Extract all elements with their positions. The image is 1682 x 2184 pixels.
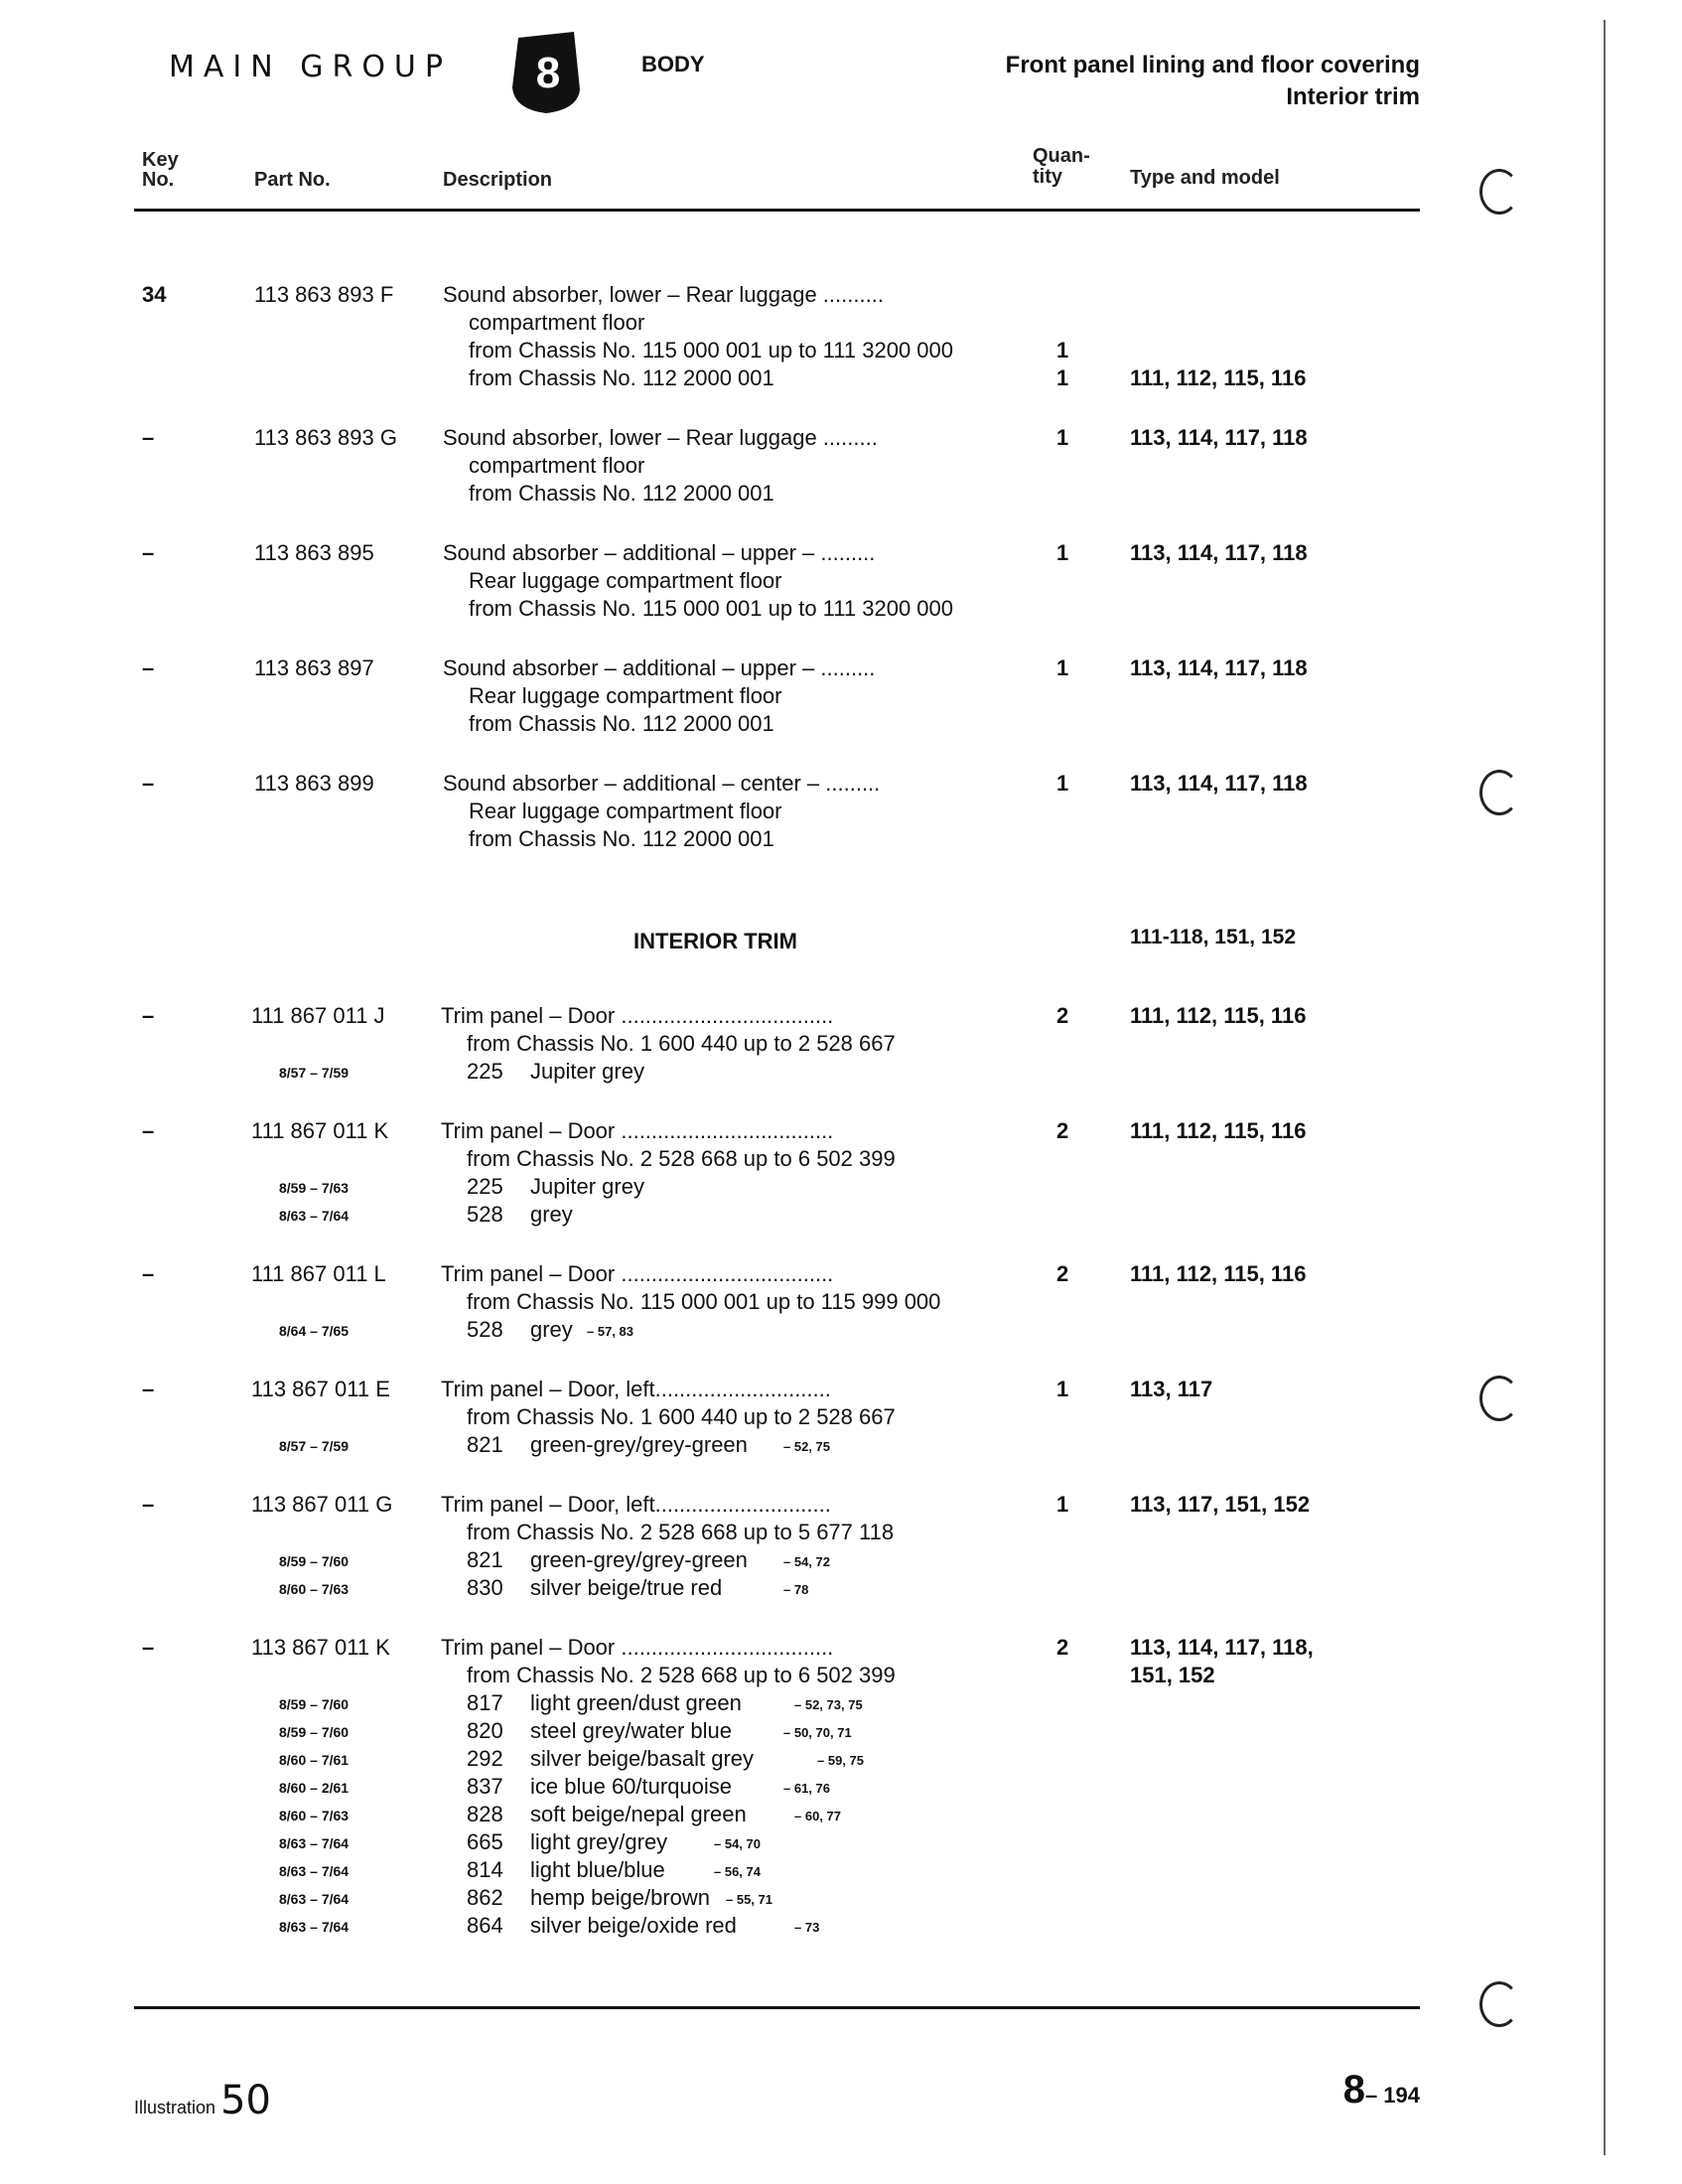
key-no: – [142,771,155,796]
key-no: – [142,1118,155,1143]
color-code: 292 [467,1746,503,1771]
description-line: from Chassis No. 112 2000 001 [469,365,774,390]
color-note: – 54, 70 [714,1836,761,1851]
color-name: grey [530,1202,573,1227]
description: Trim panel – Door ................................... [441,1635,834,1660]
description: Sound absorber, lower – Rear luggage .......... [443,282,884,307]
quantity: 2 [1056,1635,1069,1660]
date-range: 8/60 – 7/63 [279,1581,350,1597]
color-code: 528 [467,1317,503,1342]
key-no: – [142,1003,155,1028]
type-model: 113, 114, 117, 118 [1130,425,1308,450]
description-line: from Chassis No. 2 528 668 up to 6 502 399 [467,1146,896,1171]
col-description: Description [443,169,553,191]
description-line: from Chassis No. 115 000 001 up to 111 3200 000 [469,338,953,363]
quantity: 1 [1056,338,1069,363]
color-code: 814 [467,1857,503,1882]
quantity: 1 [1056,655,1069,680]
type-model: 111, 112, 115, 116 [1130,1261,1307,1286]
date-range: 8/57 – 7/59 [279,1065,350,1081]
punch-hole-3 [1479,1376,1519,1421]
part-no: 113 867 011 K [251,1635,390,1660]
type-model: 111, 112, 115, 116 [1130,365,1307,390]
color-code: 225 [467,1059,503,1084]
section-title: INTERIOR TRIM [633,929,797,953]
description-line: Rear luggage compartment floor [469,568,782,593]
description-line: from Chassis No. 112 2000 001 [469,711,774,736]
description: Sound absorber, lower – Rear luggage ......... [443,425,878,450]
color-code: 830 [467,1575,503,1600]
color-note: – 57, 83 [587,1324,633,1339]
color-code: 820 [467,1718,503,1743]
col-part-no: Part No. [254,169,331,191]
part-no: 111 867 011 K [251,1118,389,1143]
page-number-suffix: – 194 [1364,2083,1420,2108]
color-note: – 52, 73, 75 [794,1697,863,1712]
key-no: – [142,655,155,680]
main-group-label: MAIN GROUP [169,50,452,84]
part-no: 113 863 893 G [254,425,397,450]
description-line: from Chassis No. 2 528 668 up to 6 502 399 [467,1663,896,1687]
date-range: 8/59 – 7/63 [279,1180,350,1196]
color-note: – 50, 70, 71 [783,1725,852,1740]
description-line: compartment floor [469,453,645,478]
color-code: 837 [467,1774,503,1799]
color-note: – 56, 74 [714,1864,761,1879]
part-no: 113 863 897 [254,655,374,680]
date-range: 8/59 – 7/60 [279,1724,350,1740]
description-line: from Chassis No. 115 000 001 up to 115 999 000 [467,1289,941,1314]
date-range: 8/63 – 7/64 [279,1863,350,1879]
color-name: ice blue 60/turquoise [530,1774,733,1799]
illustration-number: 50 [220,2078,271,2123]
date-range: 8/63 – 7/64 [279,1208,350,1224]
date-range: 8/60 – 2/61 [279,1780,350,1796]
type-model: 113, 117 [1130,1377,1213,1401]
color-name: silver beige/oxide red [530,1913,737,1938]
key-no: – [142,1261,155,1286]
color-name: silver beige/true red [530,1575,723,1600]
type-model: 113, 117, 151, 152 [1130,1492,1311,1517]
type-model: 111, 112, 115, 116 [1130,1118,1307,1143]
description: Trim panel – Door ................................... [441,1118,834,1143]
color-name: hemp beige/brown [530,1885,711,1910]
description-line: from Chassis No. 112 2000 001 [469,481,774,506]
quantity: 2 [1056,1003,1069,1028]
color-code: 817 [467,1690,503,1715]
group-number: 8 [535,49,561,97]
date-range: 8/59 – 7/60 [279,1696,350,1712]
quantity: 1 [1056,1492,1069,1517]
color-note: – 61, 76 [783,1781,830,1796]
color-note: – 54, 72 [783,1554,830,1569]
col-quantity-1: Quan- [1033,145,1090,167]
punch-hole-1 [1479,169,1519,215]
date-range: 8/64 – 7/65 [279,1323,350,1339]
section-models: 111-118, 151, 152 [1130,926,1297,948]
date-range: 8/63 – 7/64 [279,1835,350,1851]
binder-edge-line [1604,20,1606,2155]
color-name: grey [530,1317,573,1342]
quantity: 2 [1056,1261,1069,1286]
color-code: 862 [467,1885,503,1910]
illustration-label: Illustration [134,2098,216,2117]
part-no: 111 867 011 L [251,1261,386,1286]
type-model: 113, 114, 117, 118 [1130,655,1308,680]
color-code: 665 [467,1829,503,1854]
description: Sound absorber – additional – center – ......... [443,771,881,796]
page-number [1343,2068,1420,2112]
key-no: – [142,425,155,450]
header-rule [134,209,1420,212]
description: Trim panel – Door ................................... [441,1261,834,1286]
quantity: 1 [1056,365,1069,390]
color-code: 225 [467,1174,503,1199]
color-name: silver beige/basalt grey [530,1746,755,1771]
description-line: from Chassis No. 1 600 440 up to 2 528 667 [467,1031,896,1056]
description-line: Rear luggage compartment floor [469,799,782,823]
color-name: light blue/blue [530,1857,665,1882]
date-range: 8/59 – 7/60 [279,1553,350,1569]
footer-rule [134,2006,1420,2009]
color-note: – 55, 71 [726,1892,772,1907]
type-model: 113, 114, 117, 118 [1130,771,1308,796]
color-code: 828 [467,1802,503,1826]
description: Trim panel – Door, left............................. [441,1377,831,1401]
part-no: 113 863 893 F [254,282,394,307]
color-name: green-grey/grey-green [530,1547,748,1572]
date-range: 8/60 – 7/61 [279,1752,350,1768]
description: Sound absorber – additional – upper – ......... [443,655,876,680]
description-line: from Chassis No. 115 000 001 up to 111 3200 000 [469,596,953,621]
quantity: 1 [1056,771,1069,796]
punch-hole-2 [1479,770,1519,815]
date-range: 8/63 – 7/64 [279,1919,350,1935]
color-note: – 52, 75 [783,1439,830,1454]
key-no: 34 [142,282,167,307]
col-key-no-2: No. [142,169,175,191]
key-no: – [142,1377,155,1401]
color-code: 528 [467,1202,503,1227]
description-line: Rear luggage compartment floor [469,683,782,708]
key-no: – [142,1635,155,1660]
color-name: light grey/grey [530,1829,668,1854]
date-range: 8/63 – 7/64 [279,1891,350,1907]
part-no: 113 863 899 [254,771,374,796]
description-line: from Chassis No. 112 2000 001 [469,826,774,851]
col-key-no-1: Key [142,149,179,171]
date-range: 8/60 – 7/63 [279,1808,350,1823]
col-type-model: Type and model [1130,167,1280,189]
color-name: Jupiter grey [530,1059,644,1084]
color-name: green-grey/grey-green [530,1432,748,1457]
description: Trim panel – Door ................................... [441,1003,834,1028]
color-note: – 60, 77 [794,1809,841,1823]
group-number-badge [508,30,584,115]
color-code: 821 [467,1547,503,1572]
color-note: – 59, 75 [817,1753,864,1768]
key-no: – [142,540,155,565]
quantity: 1 [1056,1377,1069,1401]
page-subtitle-1: Front panel lining and floor covering [1005,52,1420,78]
quantity: 2 [1056,1118,1069,1143]
quantity: 1 [1056,425,1069,450]
color-note: – 73 [794,1920,820,1935]
quantity: 1 [1056,540,1069,565]
description-line: from Chassis No. 2 528 668 up to 5 677 118 [467,1520,895,1544]
color-name: Jupiter grey [530,1174,644,1199]
color-name: soft beige/nepal green [530,1802,747,1826]
description-line: from Chassis No. 1 600 440 up to 2 528 667 [467,1404,896,1429]
part-no: 113 863 895 [254,540,374,565]
color-note: – 78 [783,1582,809,1597]
color-code: 821 [467,1432,503,1457]
part-no: 111 867 011 J [251,1003,385,1028]
description-line: compartment floor [469,310,645,335]
color-name: steel grey/water blue [530,1718,732,1743]
color-code: 864 [467,1913,503,1938]
part-no: 113 867 011 E [251,1377,390,1401]
col-quantity-2: tity [1033,166,1062,188]
part-no: 113 867 011 G [251,1492,393,1517]
punch-hole-4 [1479,1981,1519,2027]
page-number-prefix: 8 [1342,2068,1365,2111]
type-model: 111, 112, 115, 116 [1130,1003,1307,1028]
type-model: 113, 114, 117, 118 [1130,540,1308,565]
key-no: – [142,1492,155,1517]
type-model-cont: 151, 152 [1130,1663,1215,1687]
group-title: BODY [641,52,705,76]
illustration-ref [134,2078,271,2123]
description: Sound absorber – additional – upper – ......... [443,540,876,565]
color-name: light green/dust green [530,1690,742,1715]
page-subtitle-2: Interior trim [1286,83,1420,110]
description: Trim panel – Door, left............................. [441,1492,831,1517]
date-range: 8/57 – 7/59 [279,1438,350,1454]
type-model: 113, 114, 117, 118, [1130,1635,1314,1660]
